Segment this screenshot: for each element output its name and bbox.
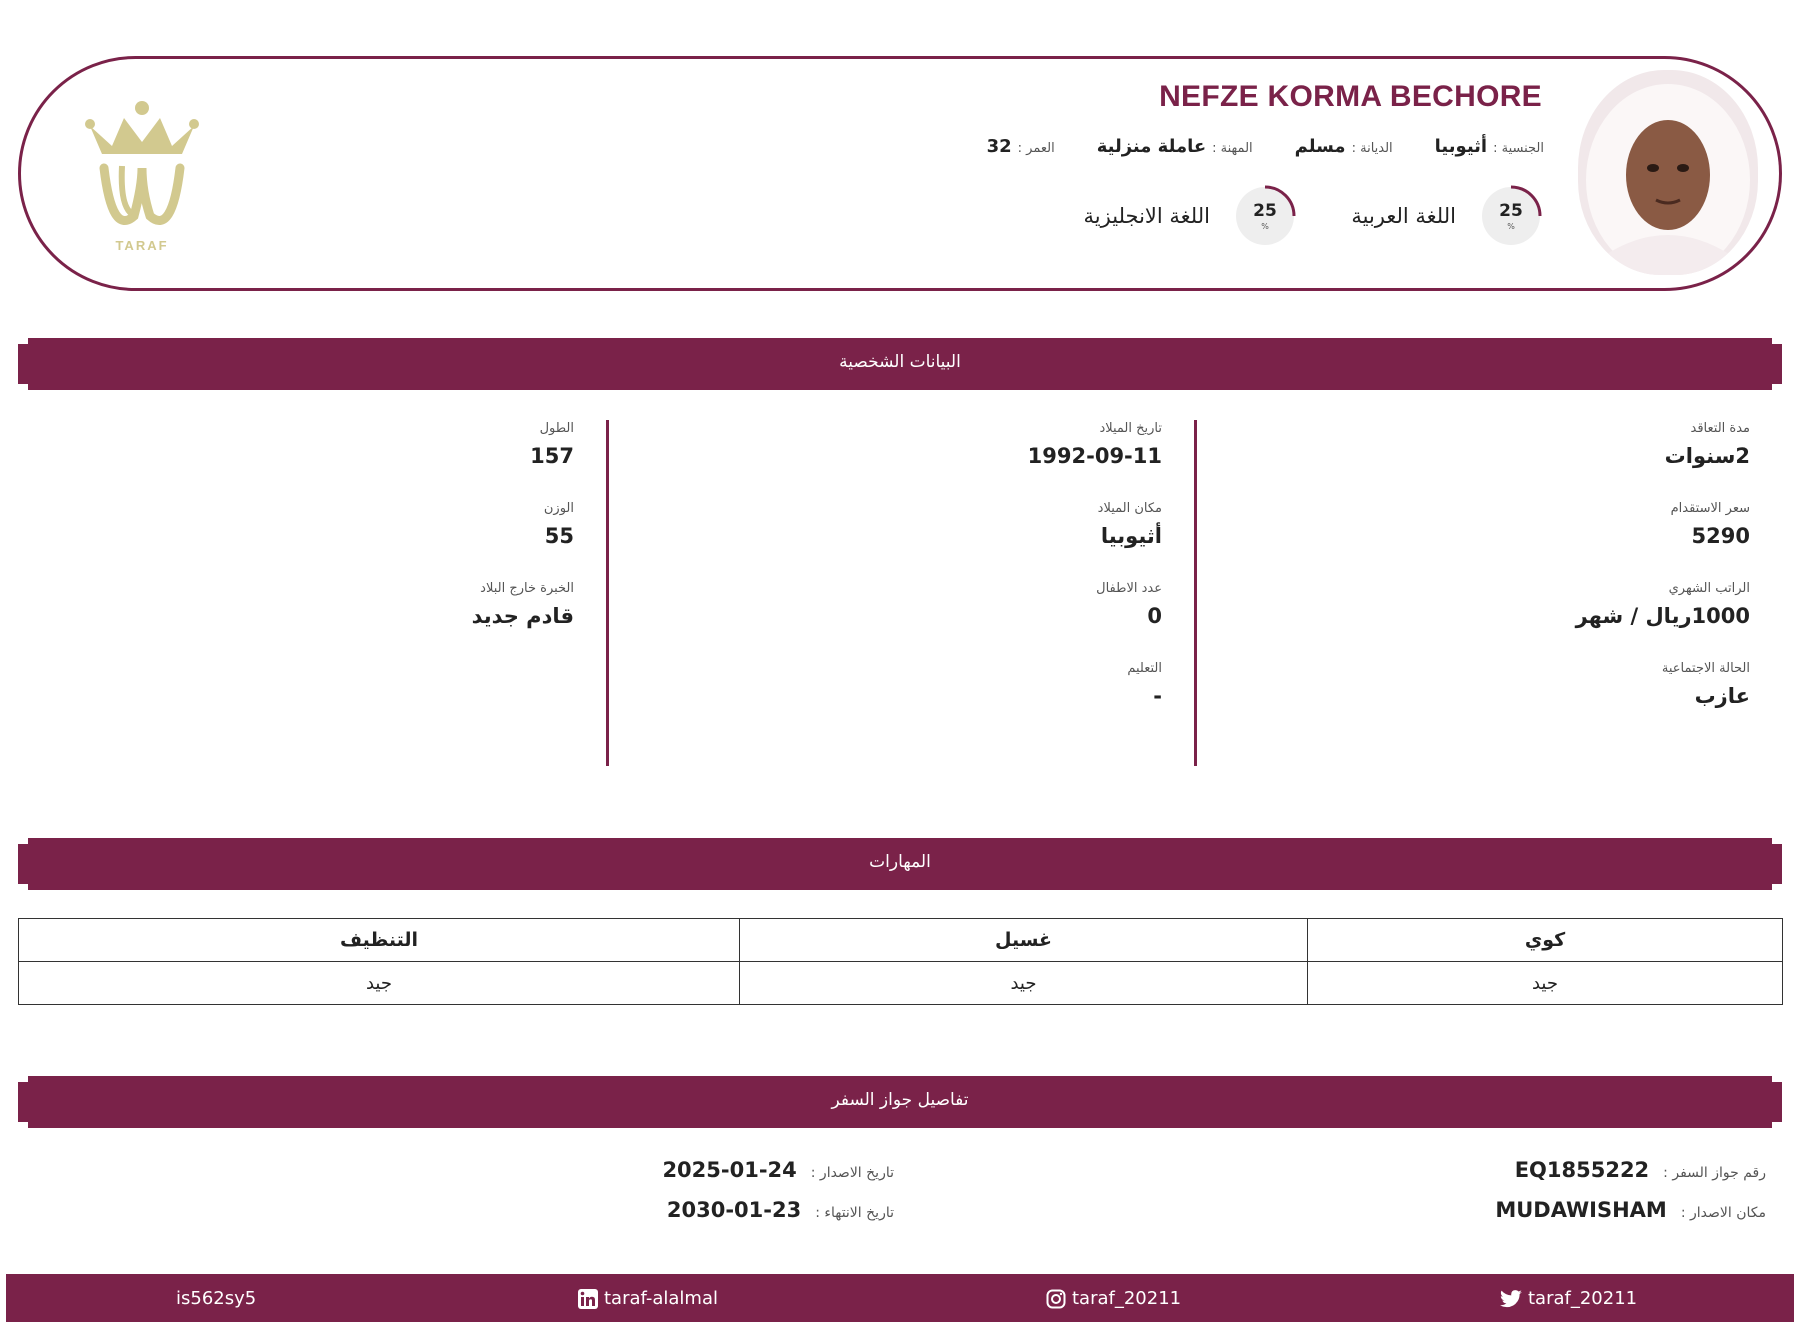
section-personal [18, 338, 1782, 390]
age [987, 136, 1055, 157]
section-personal-title: البيانات الشخصية [839, 352, 961, 372]
nationality [1435, 136, 1544, 157]
skill-header: التنظيف [19, 919, 740, 962]
passport-number: رقم جواز السفر : EQ1855222 [1514, 1158, 1766, 1182]
marital-status: الحالة الاجتماعية عازب [1661, 661, 1750, 708]
linkedin-icon [578, 1289, 598, 1309]
instagram-icon [1046, 1289, 1066, 1309]
personal-col-3 [54, 420, 574, 660]
language-arabic [1351, 183, 1544, 249]
religion-label: الديانة : [1351, 141, 1393, 156]
footer-twitter-handle: taraf_20211 [1528, 1288, 1638, 1309]
skills-table [18, 918, 1783, 1005]
footer-code: is562sy5 [176, 1288, 257, 1309]
footer-instagram[interactable] [1046, 1288, 1181, 1309]
language-arabic-percent: 25 % [1499, 201, 1523, 231]
children-count: عدد الاطفال 0 [1096, 581, 1162, 628]
basic-info-row [987, 136, 1544, 157]
column-divider [606, 420, 609, 766]
job-value: عاملة منزلية [1096, 136, 1207, 157]
crown-logo-icon [82, 96, 202, 236]
age-value: 32 [986, 136, 1012, 157]
language-arabic-gauge [1478, 183, 1544, 249]
experience-abroad: الخبرة خارج البلاد قادم جديد [471, 581, 574, 628]
passport-issue-place: مكان الاصدار : MUDAWISHAM [1495, 1198, 1766, 1222]
section-skills-title: المهارات [869, 852, 931, 872]
job-label: المهنة : [1212, 141, 1253, 156]
footer-instagram-handle: taraf_20211 [1072, 1288, 1182, 1309]
age-label: العمر : [1017, 141, 1055, 156]
skill-header: غسيل [740, 919, 1308, 962]
language-english-label: اللغة الانجليزية [1083, 204, 1210, 228]
nationality-value: أثيوبيا [1434, 136, 1488, 157]
footer [6, 1274, 1794, 1322]
language-english-percent: 25 % [1253, 201, 1277, 231]
twitter-icon [1500, 1289, 1522, 1309]
job [1097, 136, 1253, 157]
personal-col-1 [1230, 420, 1750, 740]
education: التعليم - [1127, 661, 1162, 708]
skill-header: كوي [1308, 919, 1783, 962]
skills-value-row [19, 962, 1783, 1005]
language-english-gauge [1232, 183, 1298, 249]
religion [1295, 136, 1393, 157]
passport-expiry-date: تاريخ الانتهاء : 2030-01-23 [666, 1198, 894, 1222]
column-divider [1194, 420, 1197, 766]
language-arabic-label: اللغة العربية [1351, 204, 1456, 228]
skills-header-row [19, 919, 1783, 962]
skill-level: جيد [740, 962, 1308, 1005]
skill-level: جيد [1308, 962, 1783, 1005]
religion-value: مسلم [1294, 136, 1346, 157]
birth-date: تاريخ الميلاد 1992-09-11 [1027, 421, 1162, 468]
logo-text: TARAF [115, 238, 169, 253]
footer-twitter[interactable] [1500, 1288, 1637, 1309]
nationality-label: الجنسية : [1493, 141, 1544, 156]
section-passport [18, 1076, 1782, 1128]
worker-photo [1578, 70, 1758, 275]
birth-place: مكان الميلاد أثيوبيا [1097, 501, 1162, 548]
contract-duration: مدة التعاقد 2سنوات [1664, 421, 1750, 468]
footer-linkedin[interactable] [578, 1288, 718, 1309]
recruitment-price: سعر الاستقدام 5290 [1670, 501, 1750, 548]
worker-name: NEFZE KORMA BECHORE [1159, 80, 1542, 113]
height: الطول 157 [530, 421, 574, 468]
section-skills [18, 838, 1782, 890]
footer-linkedin-handle: taraf-alalmal [604, 1288, 718, 1309]
personal-col-2 [642, 420, 1162, 740]
section-passport-title: تفاصيل جواز السفر [831, 1090, 969, 1110]
language-english [1084, 183, 1298, 249]
skill-level: جيد [19, 962, 740, 1005]
taraf-logo [82, 96, 202, 256]
weight: الوزن 55 [543, 501, 574, 548]
passport-issue-date: تاريخ الاصدار : 2025-01-24 [662, 1158, 894, 1182]
monthly-salary: الراتب الشهري 1000ريال / شهر [1575, 581, 1750, 628]
